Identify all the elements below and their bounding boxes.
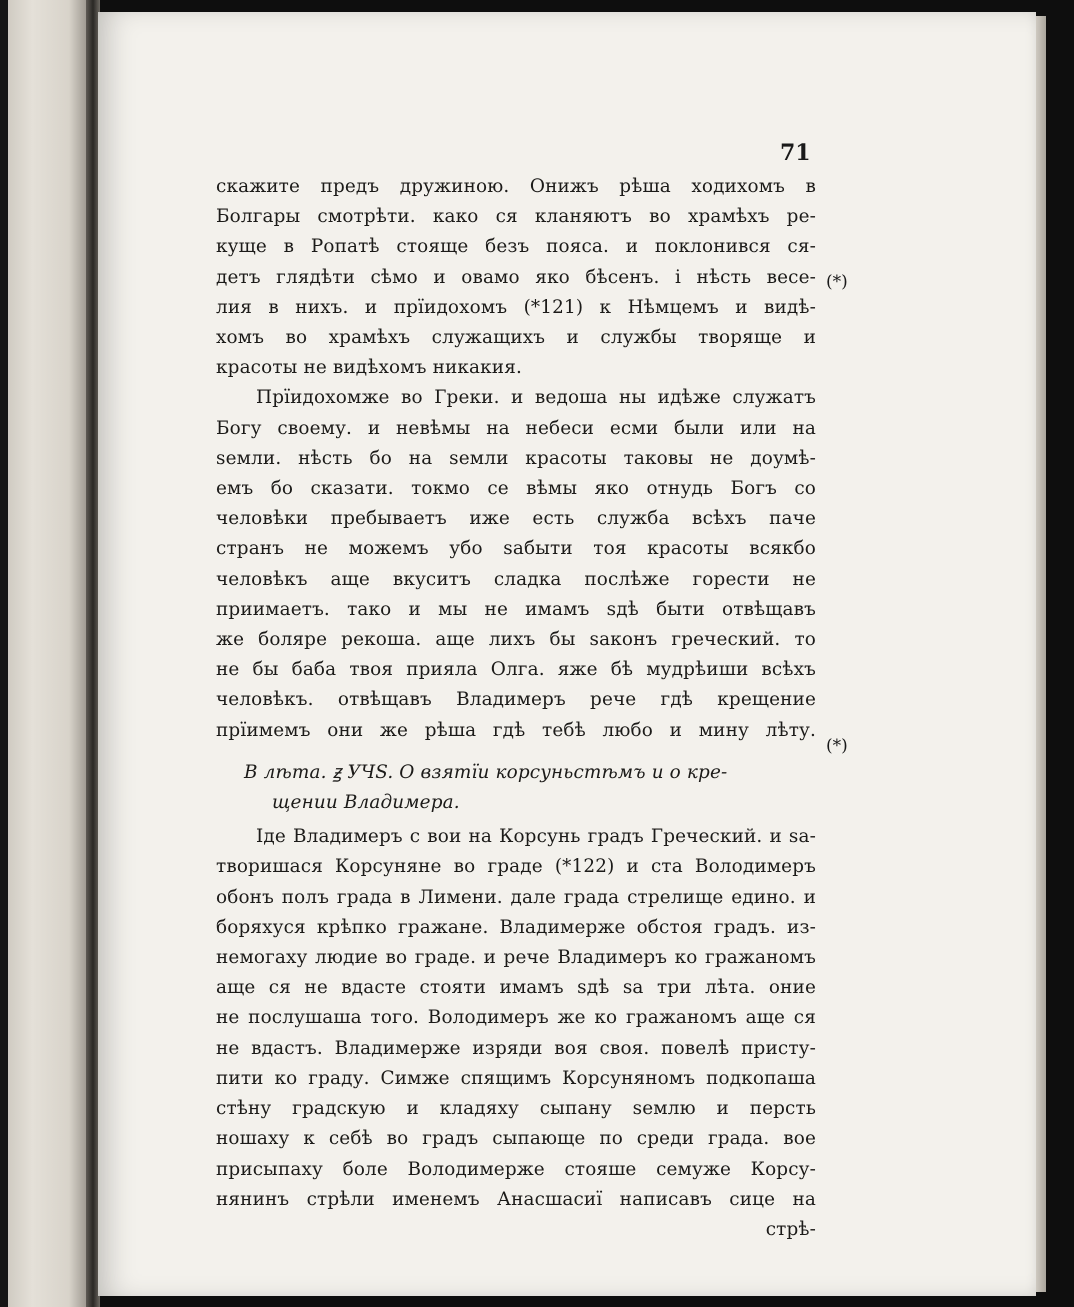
text-line: стѣну градскую и кладяху сыпану ѕемлю и персть	[216, 1098, 816, 1120]
text-line: Прїидохомже во Греки. и ведоша ны идѣже служатъ	[256, 387, 816, 409]
text-line: человѣкъ аще вкуситъ сладка послѣже горести не	[216, 568, 816, 590]
text-line: не вдастъ. Владимерже изряди воя своя. повелѣ присту-	[216, 1037, 816, 1059]
text-line: емъ бо сказати. токмо се вѣмы яко отнудь Богъ со	[216, 478, 816, 500]
text-line: Болгары смотрѣти. како ся кланяютъ во храмѣхъ ре-	[216, 206, 816, 228]
text-line: обонъ полъ града в Лимени. дале града стрелище едино. и	[216, 886, 816, 908]
text-line: ѕемли. нѣсть бо на ѕемли красоты таковы не доумѣ-	[216, 447, 816, 469]
book-edge	[0, 0, 8, 1307]
text-line: красоты не видѣхомъ никакия.	[216, 357, 522, 379]
paragraph-1	[216, 172, 816, 383]
section-heading	[216, 758, 816, 818]
paragraph-3	[216, 822, 816, 1215]
text-line: приимаетъ. тако и мы не имамъ ѕдѣ быти отвѣщавъ	[216, 598, 816, 620]
paragraph-2	[216, 383, 816, 745]
text-line: странъ не можемъ убо ѕабыти тоя красоты всякбо	[216, 538, 816, 560]
facing-page	[0, 0, 92, 1307]
catchword: стрѣ-	[765, 1218, 816, 1240]
text-line: человѣки пребываетъ иже есть служба всѣхъ паче	[216, 508, 816, 530]
text-line: Іде Владимеръ с вои на Корсунь градъ Греческий. и ѕа-	[256, 826, 816, 848]
body-text	[216, 172, 816, 1245]
heading-line: В лѣта. ꙃ УЧS. О взятїи корсуньстѣмъ и о кре-	[244, 761, 728, 783]
text-line: прїимемъ они же рѣша гдѣ тебѣ любо и мину лѣту.	[216, 719, 816, 741]
text-line: боряхуся крѣпко гражане. Владимерже обстоя градъ. из-	[216, 916, 816, 938]
text-line: немогаху людие во граде. и рече Владимеръ ко гражаномъ	[216, 947, 816, 969]
text-line: скажите предъ дружиною. Онижъ рѣша ходихомъ в	[216, 176, 816, 197]
page-edge	[1036, 16, 1046, 1292]
margin-note-1: (*)	[826, 272, 848, 292]
text-line: нянинъ стрѣли именемъ Анасшасиї написавъ сице на	[216, 1188, 816, 1210]
margin-note-2: (*)	[826, 736, 848, 756]
text-line: аще ся не вдасте стояти имамъ ѕдѣ ѕа три лѣта. оние	[216, 977, 816, 999]
text-line: же боляре рекоша. аще лихъ бы ѕаконъ греческий. то	[216, 629, 816, 651]
text-line: творишася Корсуняне во граде (*122) и ста Володимеръ	[216, 856, 816, 878]
text-line: пити ко граду. Симже спящимъ Корсуняномъ подкопаша	[216, 1067, 816, 1089]
text-line: куще в Ропатѣ стояще безъ пояса. и поклонився ся-	[216, 236, 816, 258]
text-line: лия в нихъ. и прїидохомъ (*121) к Нѣмцемъ и видѣ-	[216, 296, 816, 318]
heading-line: щении Владимера.	[272, 792, 460, 814]
page-number: 71	[780, 140, 811, 166]
text-line: Богу своему. и невѣмы на небеси есми были или на	[216, 417, 816, 439]
text-line: не послушаша того. Володимеръ же ко гражаномъ аще ся	[216, 1007, 816, 1029]
text-line: детъ глядѣти сѣмо и овамо яко бѣсенъ. і нѣсть весе-	[216, 266, 816, 288]
text-line: человѣкъ. отвѣщавъ Владимеръ рече гдѣ крещение	[216, 689, 816, 711]
text-line: ношаху к себѣ во градъ сыпающе по среди града. вое	[216, 1128, 816, 1150]
text-line: присыпаху боле Володимерже стояше семуже Корсу-	[216, 1158, 816, 1180]
text-line: хомъ во храмѣхъ служащихъ и службы творяще и	[216, 327, 816, 349]
text-line: не бы баба твоя прияла Олга. яже бѣ мудрѣиши всѣхъ	[216, 659, 816, 681]
